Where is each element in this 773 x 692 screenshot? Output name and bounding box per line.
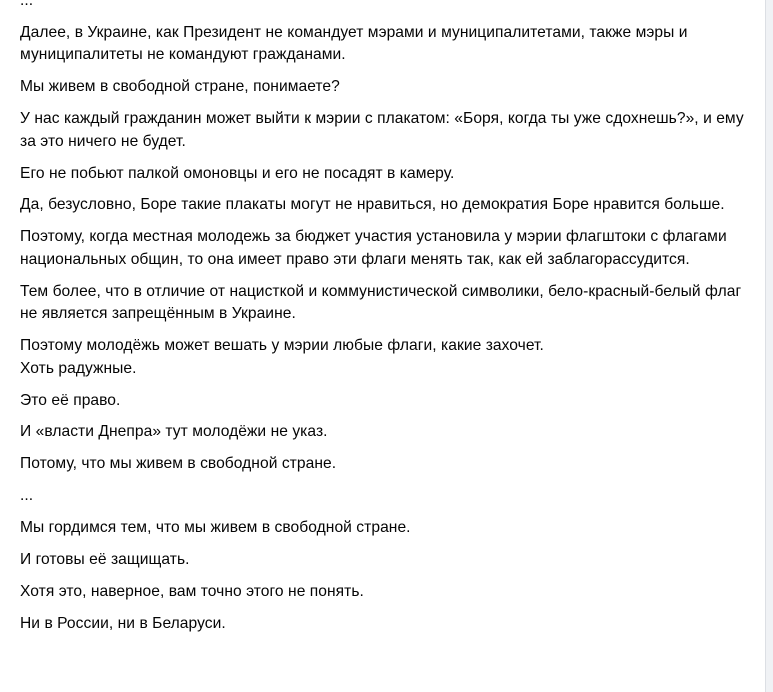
post-paragraph: У нас каждый гражданин может выйти к мэрии с плакатом: «Боря, когда ты уже сдохнешь?», и ему за это ничего не будет. — [20, 110, 744, 150]
post-paragraph: ... — [20, 487, 34, 505]
post-paragraph: Тем более, что в отличие от нацисткой и коммунистической символики, бело-красный-белый флаг не является запрещённым в Украине. — [20, 282, 742, 323]
post-paragraph: Мы гордимся тем, что мы живем в свободной стране. — [20, 519, 411, 537]
post-paragraph: И «власти Днепра» тут молодёжи не указ. — [20, 423, 328, 441]
post-paragraph: Поэтому молодёжь может вешать у мэрии любые флаги, какие захочет. Хоть радужные. — [20, 337, 544, 377]
post-paragraph: Ни в России, ни в Беларуси. — [20, 614, 226, 632]
post-paragraph: Поэтому, когда местная молодежь за бюджет участия установила у мэрии флагштоки с флагами национальных общин, то она имеет право эти флаги менять так, как ей заблагорассудится. — [20, 228, 727, 268]
post-paragraph: Это её право. — [20, 391, 121, 409]
post-paragraph: Мы живем в свободной стране, понимаете? — [20, 78, 340, 96]
post-paragraph: И готовы её защищать. — [20, 550, 190, 568]
post-paragraph: Хотя это, наверное, вам точно этого не понять. — [20, 582, 364, 600]
post-paragraph: Потому, что мы живем в свободной стране. — [20, 455, 337, 473]
post-paragraph: Далее, в Украине, как Президент не командует мэрами и муниципалитетами, также мэры и муниципалитеты не командуют гражданами. — [20, 23, 688, 64]
page-gutter — [766, 0, 773, 692]
post-paragraph: ... — [20, 0, 34, 9]
post-paragraph: Да, безусловно, Боре такие плакаты могут не нравиться, но демократия Боре нравится больше. — [20, 196, 725, 214]
post-paragraph: Его не побьют палкой омоновцы и его не посадят в камеру. — [20, 164, 455, 182]
post-body — [20, 0, 750, 645]
